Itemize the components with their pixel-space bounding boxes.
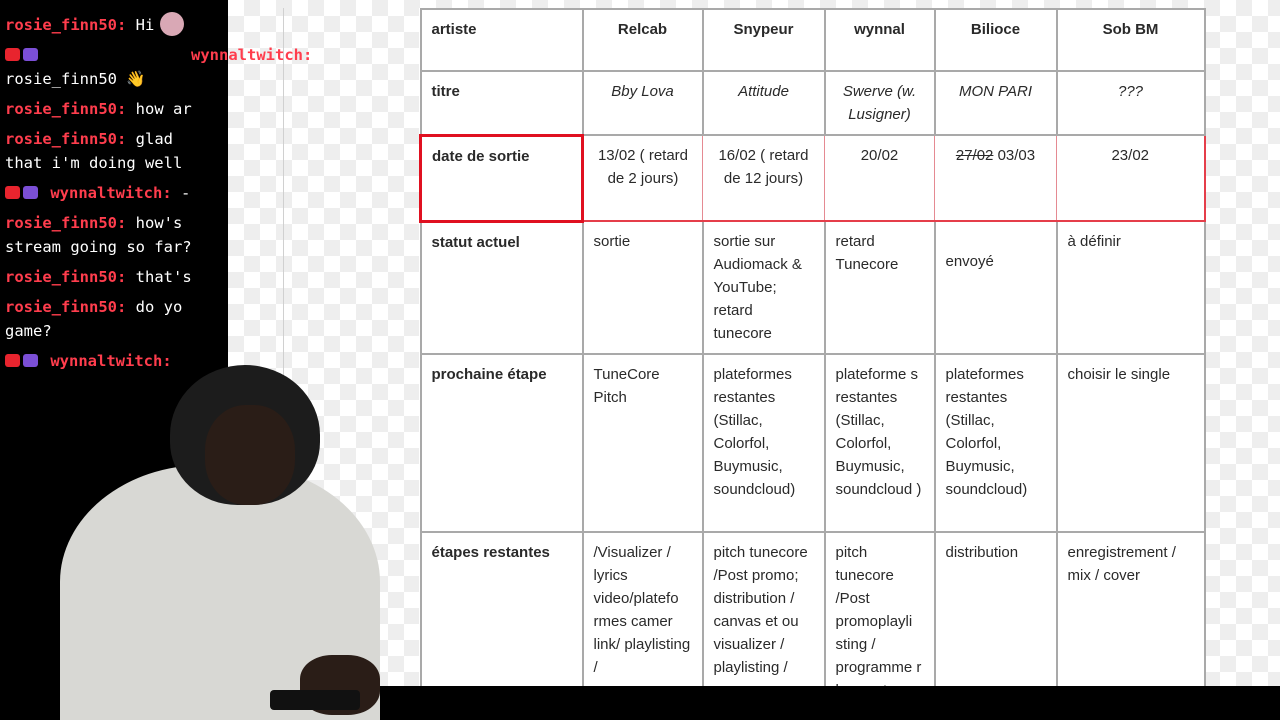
cell-titre-snypeur[interactable]: Attitude <box>703 71 825 135</box>
webcam-overlay <box>0 355 400 720</box>
label-titre[interactable]: titre <box>421 71 583 135</box>
chat-text: - <box>181 184 191 202</box>
play-badge-icon <box>23 48 38 61</box>
cell-statut-sob-bm[interactable]: à définir <box>1057 221 1205 354</box>
play-badge-icon <box>23 186 38 199</box>
chat-message: that i'm doing well <box>5 154 183 172</box>
row-titre <box>421 71 1205 135</box>
row-statut <box>421 221 1205 354</box>
chat-text: that's <box>135 268 192 286</box>
chat-username: rosie_finn50: <box>5 214 127 232</box>
phone-icon <box>270 690 360 710</box>
chat-username: wynnaltwitch: <box>50 352 172 370</box>
chat-message <box>5 268 192 286</box>
cell-etapes-bilioce[interactable]: distribution <box>935 532 1057 711</box>
camera-badge-icon <box>5 48 20 61</box>
chat-message <box>5 214 182 232</box>
camera-badge-icon <box>5 186 20 199</box>
struck-date: 27/02 <box>955 147 994 164</box>
chat-message <box>5 46 312 64</box>
cell-statut-wynnal[interactable]: retard Tunecore <box>825 221 935 354</box>
cell-etapes-sob-bm[interactable]: enregistrement / mix / cover <box>1057 532 1205 711</box>
cell-date-snypeur[interactable]: 16/02 ( retard de 12 jours) <box>703 135 825 221</box>
chat-username: rosie_finn50: <box>5 100 127 118</box>
cell-prochaine-sob-bm[interactable]: choisir le single <box>1057 354 1205 532</box>
row-date <box>421 135 1205 221</box>
chat-username: rosie_finn50: <box>5 130 127 148</box>
chat-text: glad <box>135 130 173 148</box>
header-snypeur[interactable]: Snypeur <box>703 9 825 71</box>
chat-username: rosie_finn50: <box>5 16 127 34</box>
header-sob-bm[interactable]: Sob BM <box>1057 9 1205 71</box>
cell-date-sob-bm[interactable]: 23/02 <box>1057 135 1205 221</box>
chat-message <box>5 12 184 36</box>
cell-etapes-relcab[interactable]: /Visualizer / lyrics video/platefo rmes camer link/ playlisting / <box>583 532 703 711</box>
cell-date-wynnal[interactable]: 20/02 <box>825 135 935 221</box>
cell-prochaine-snypeur[interactable]: plateformes restantes (Stillac, Colorfol, Buymusic, soundcloud) <box>703 354 825 532</box>
chat-username: rosie_finn50: <box>5 268 127 286</box>
chat-text: how ar <box>135 100 192 118</box>
chat-message: stream going so far? <box>5 238 192 256</box>
header-row <box>421 9 1205 71</box>
chat-message <box>5 184 190 202</box>
cell-statut-snypeur[interactable]: sortie sur Audiomack & YouTube; retard tunecore <box>703 221 825 354</box>
label-prochaine-etape[interactable]: prochaine étape <box>421 354 583 532</box>
cell-etapes-wynnal[interactable]: pitch tunecore /Post promoplayli sting / programme r <box>825 532 935 711</box>
cell-titre-sob-bm[interactable]: ??? <box>1057 71 1205 135</box>
cell-date-relcab[interactable]: 13/02 ( retard de 2 jours) <box>583 135 703 221</box>
new-date: 03/03 <box>997 147 1036 164</box>
cell-titre-relcab[interactable]: Bby Lova <box>583 71 703 135</box>
chat-message <box>5 130 173 148</box>
header-relcab[interactable]: Relcab <box>583 9 703 71</box>
label-date-de-sortie[interactable]: date de sortie <box>421 135 583 221</box>
cell-date-bilioce[interactable] <box>935 135 1057 221</box>
chat-username: rosie_finn50: <box>5 298 127 316</box>
webcam-person-face <box>205 405 295 505</box>
chat-text: how's <box>135 214 183 232</box>
cell-statut-bilioce[interactable]: envoyé <box>935 221 1057 354</box>
row-prochaine <box>421 354 1205 532</box>
label-statut-actuel[interactable]: statut actuel <box>421 221 583 354</box>
chat-username: wynnaltwitch: <box>50 184 172 202</box>
cell-titre-wynnal[interactable]: Swerve (w. Lusigner) <box>825 71 935 135</box>
label-etapes-restantes[interactable]: étapes restantes <box>421 532 583 711</box>
chat-message: rosie_finn50 👋 <box>5 70 146 88</box>
chat-text: Hi <box>135 16 155 34</box>
cell-etapes-snypeur[interactable]: pitch tunecore /Post promo; distribution / canvas et ou visualizer / playlisting / <box>703 532 825 711</box>
cell-prochaine-relcab[interactable]: TuneCore Pitch <box>583 354 703 532</box>
header-wynnal[interactable]: wynnal <box>825 9 935 71</box>
header-bilioce[interactable]: Bilioce <box>935 9 1057 71</box>
cell-titre-bilioce[interactable]: MON PARI <box>935 71 1057 135</box>
chat-username: wynnaltwitch: <box>191 46 313 64</box>
release-table <box>419 8 1206 712</box>
header-artiste[interactable]: artiste <box>421 9 583 71</box>
avatar <box>160 12 184 36</box>
cell-statut-relcab[interactable]: sortie <box>583 221 703 354</box>
row-etapes <box>421 532 1205 711</box>
chat-message <box>5 100 192 118</box>
chat-message <box>5 298 182 316</box>
cell-prochaine-wynnal[interactable]: plateforme s restantes (Stillac, Colorfol, Buymusic, soundcloud ) <box>825 354 935 532</box>
chat-message: game? <box>5 322 52 340</box>
chat-text: do yo <box>135 298 183 316</box>
cell-prochaine-bilioce[interactable]: plateformes restantes (Stillac, Colorfol, Buymusic, soundcloud) <box>935 354 1057 532</box>
